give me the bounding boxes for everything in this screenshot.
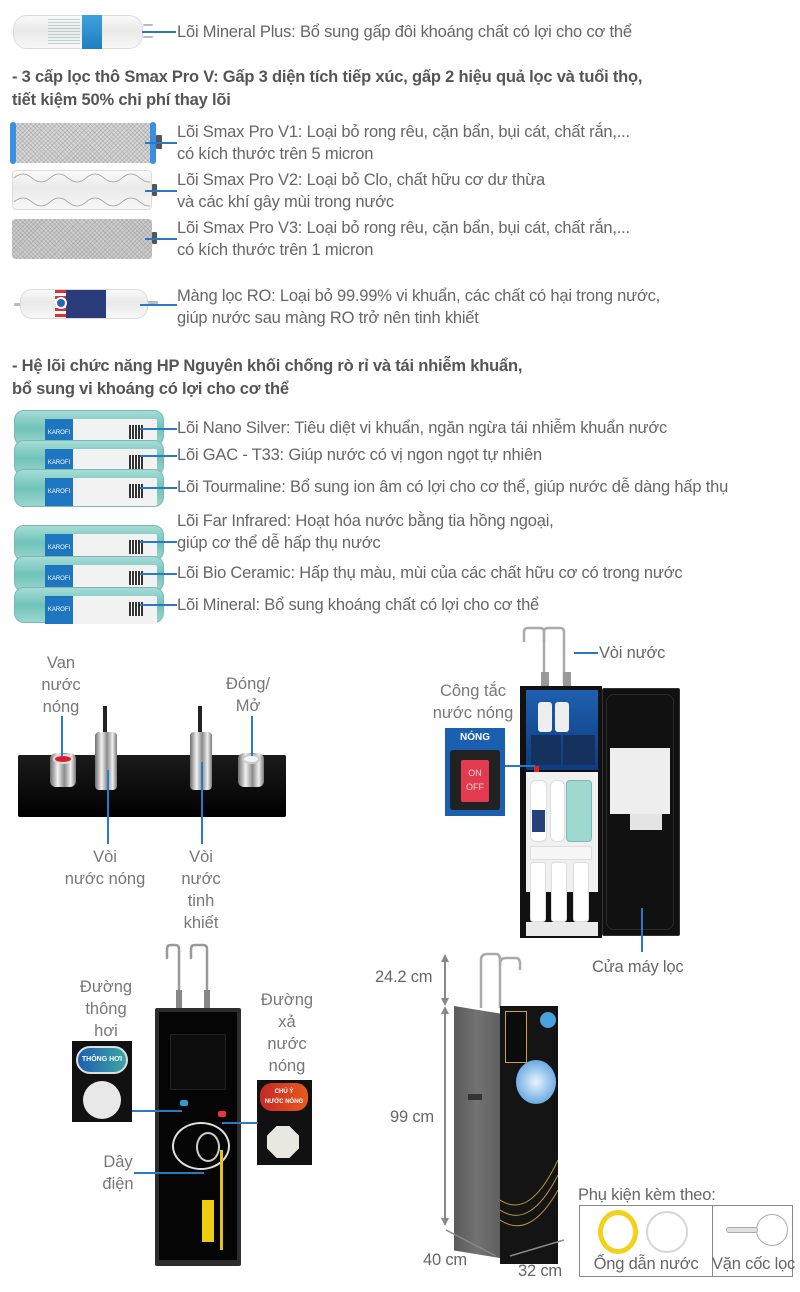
leader-line [574,652,598,654]
leader-line [140,428,177,430]
door-label: Cửa máy lọc [592,958,684,976]
leader-line [145,190,177,192]
leader-line [140,304,177,306]
smax-heading-line2: tiết kiệm 50% chi phí thay lõi [12,91,231,109]
gac-t33-desc: Lõi GAC - T33: Giúp nước có vị ngon ngọt tự nhiên [177,446,542,464]
smax-v1-desc-line2: có kích thước trên 5 micron [177,145,374,163]
hot-valve-label: Van nước nóng [41,654,81,716]
white-tube-icon [646,1211,688,1253]
arrow-up-icon [441,954,449,962]
hot-indicator-icon [53,754,73,764]
accessories-box [579,1205,796,1277]
pure-tap-label: Vòi nước tinh khiết [181,848,221,932]
smax-v2-desc-line1: Lõi Smax Pro V2: Loại bỏ Clo, chất hữu cơ dư thừa [177,171,546,189]
leader-line [505,765,535,767]
ro-desc-line2: giúp nước sau màng RO trở nên tinh khiết [177,309,479,327]
depth-value: 32 cm [518,1262,562,1280]
power-rocker-switch[interactable]: ON OFF [461,760,489,802]
arrow-up-icon [441,1006,449,1014]
smax-v1-desc-line1: Lõi Smax Pro V1: Loại bỏ rong rêu, cặn bẩn, bụi cát, chất rắn,... [177,123,630,141]
accessories-title: Phụ kiện kèm theo: [578,1186,716,1204]
smax-v3-desc-line2: có kích thước trên 1 micron [177,241,374,259]
vent-inset: THÔNG HƠI [72,1041,132,1122]
width-value: 40 cm [423,1251,467,1269]
body-height-value: 99 cm [390,1108,434,1126]
leader-line [140,455,177,457]
hot-switch-label: Công tắc nước nóng [432,682,514,722]
leader-line [641,908,643,952]
arrow-down-icon [441,998,449,1006]
smax-v3-desc-line1: Lõi Smax Pro V3: Loại bỏ rong rêu, cặn bẩn, bụi cát, chất rắn,... [177,219,630,237]
leader-line [140,604,177,606]
body-height-ruler [444,1010,446,1222]
leader-line [140,541,177,543]
leader-line [140,573,177,575]
power-cord-label: Dây điện [102,1153,134,1193]
leader-line [251,716,253,756]
tap-label: Vòi nước [599,644,666,662]
hot-tap-label: Vòi nước nóng [64,848,146,888]
yellow-tube-icon [598,1210,638,1254]
far-infrared-desc-line2: giúp cơ thể dễ hấp thụ nước [177,534,381,552]
leader-line [145,238,177,240]
leader-line [61,716,63,756]
hp-heading-line1: - Hệ lõi chức năng HP Nguyên khối chống rò rỉ và tái nhiễm khuẩn, [12,357,523,375]
nano-silver-desc: Lõi Nano Silver: Tiêu diệt vi khuẩn, ngăn ngừa tái nhiễm khuẩn nước [177,419,668,437]
accessory-wrench-label: Vặn cốc lọc [712,1255,796,1273]
ro-desc-line1: Màng lọc RO: Loại bỏ 99.99% vi khuẩn, các chất có hại trong nước, [177,287,661,305]
leader-line [142,31,176,33]
leader-line [201,762,203,844]
accessory-tube-label: Ống dẫn nước [593,1255,699,1273]
vent-label: Đường thông hơi [79,978,133,1040]
leader-line [145,142,177,144]
hot-drain-label: Đường xả nước nóng [260,991,314,1075]
hp-heading-line2: bổ sung vi khoáng có lợi cho cơ thể [12,380,289,398]
leader-line [222,1122,258,1124]
hot-switch-inset: NÓNG ON OFF [445,728,505,816]
leader-line [107,770,109,844]
hot-tap[interactable] [95,732,117,790]
arrow-down-icon [441,1218,449,1226]
leader-line [134,1172,204,1174]
filter-wrench-icon [756,1214,788,1246]
bio-ceramic-desc: Lõi Bio Ceramic: Hấp thụ màu, mùi của các chất hữu cơ có trong nước [177,564,683,582]
hot-drain-inset: CHÚ Ý NƯỚC NÓNG [257,1080,312,1165]
tourmaline-desc: Lõi Tourmaline: Bổ sung ion âm có lợi cho cơ thể, giúp nước dễ dàng hấp thụ [177,478,729,496]
tap-height-value: 24.2 cm [375,968,433,986]
smax-heading-line1: - 3 cấp lọc thô Smax Pro V: Gấp 3 diện tích tiếp xúc, gấp 2 hiệu quả lọc và tuổi thọ, [12,68,643,86]
mineral-plus-desc: Lõi Mineral Plus: Bổ sung gấp đôi khoáng chất có lợi cho cơ thể [177,23,632,41]
mineral-desc: Lõi Mineral: Bổ sung khoáng chất có lợi cho cơ thể [177,596,540,614]
leader-line [132,1110,182,1112]
far-infrared-desc-line1: Lõi Far Infrared: Hoạt hóa nước bằng tia hồng ngoại, [177,512,554,530]
on-off-label: Đóng/ Mở [225,675,271,715]
smax-v2-desc-line2: và các khí gây mùi trong nước [177,193,394,211]
leader-line [140,487,177,489]
